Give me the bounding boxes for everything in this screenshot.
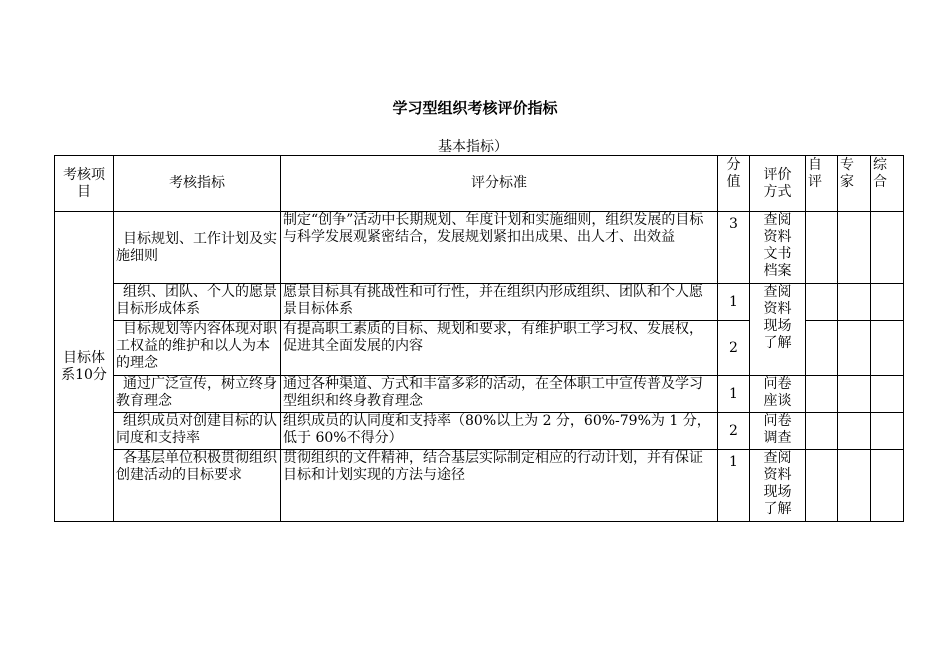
header-expert: 专家 — [838, 156, 871, 212]
self-score-cell — [806, 376, 838, 413]
evaluation-table — [54, 155, 904, 522]
header-indicator: 考核指标 — [114, 156, 281, 212]
expert-score-cell — [838, 321, 871, 376]
self-score-cell — [806, 321, 838, 376]
indicator-cell: 目标规划等内容体现对职工权益的维护和以人为本的理念 — [114, 321, 281, 376]
document-title: 学习型组织考核评价指标 — [392, 99, 558, 117]
score-cell: 2 — [718, 413, 750, 450]
table-row — [55, 450, 904, 522]
table-row — [55, 376, 904, 413]
overall-score-cell — [871, 413, 904, 450]
header-item: 考核项目 — [55, 156, 114, 212]
score-cell: 1 — [718, 450, 750, 522]
header-self: 自评 — [806, 156, 838, 212]
score-cell: 3 — [718, 212, 750, 284]
score-cell: 1 — [718, 376, 750, 413]
expert-score-cell — [838, 376, 871, 413]
overall-score-cell — [871, 284, 904, 321]
score-cell: 1 — [718, 284, 750, 321]
self-score-cell — [806, 212, 838, 284]
method-cell: 查阅资料文书档案 — [750, 212, 806, 284]
expert-score-cell — [838, 450, 871, 522]
score-cell: 2 — [718, 321, 750, 376]
expert-score-cell — [838, 413, 871, 450]
method-cell: 查阅资料现场了解 — [750, 450, 806, 522]
standard-cell: 贯彻组织的文件精神，结合基层实际制定相应的行动计划，并有保证目标和计划实现的方法与途径 — [281, 450, 718, 522]
table-row — [55, 413, 904, 450]
table-row — [55, 212, 904, 284]
overall-score-cell — [871, 212, 904, 284]
header-method: 评价方式 — [750, 156, 806, 212]
self-score-cell — [806, 284, 838, 321]
overall-score-cell — [871, 376, 904, 413]
standard-cell: 有提高职工素质的目标、规划和要求，有维护职工学习权、发展权，促进其全面发展的内容 — [281, 321, 718, 376]
standard-cell: 制定“创争”活动中长期规划、年度计划和实施细则，组织发展的目标与科学发展观紧密结合，发展规划紧扣出成果、出人才、出效益 — [281, 212, 718, 284]
standard-cell: 组织成员的认同度和支持率（80%以上为 2 分，60%-79%为 1 分，低于 60%不得分） — [281, 413, 718, 450]
method-cell: 问卷座谈 — [750, 376, 806, 413]
overall-score-cell — [871, 321, 904, 376]
table-row — [55, 284, 904, 321]
table-header-row — [55, 156, 904, 212]
header-standard: 评分标准 — [281, 156, 718, 212]
indicator-cell: 组织成员对创建目标的认同度和支持率 — [114, 413, 281, 450]
self-score-cell — [806, 450, 838, 522]
expert-score-cell — [838, 284, 871, 321]
header-score: 分值 — [718, 156, 750, 212]
header-overall: 综合 — [871, 156, 904, 212]
category-cell: 目标体系10分 — [55, 212, 114, 522]
method-cell: 查阅资料现场了解 — [750, 284, 806, 376]
overall-score-cell — [871, 450, 904, 522]
method-cell: 问卷调查 — [750, 413, 806, 450]
expert-score-cell — [838, 212, 871, 284]
indicator-cell: 通过广泛宣传，树立终身教育理念 — [114, 376, 281, 413]
document-subtitle: 基本指标） — [438, 139, 508, 155]
indicator-cell: 各基层单位积极贯彻组织创建活动的目标要求 — [114, 450, 281, 522]
self-score-cell — [806, 413, 838, 450]
standard-cell: 通过各种渠道、方式和丰富多彩的活动，在全体职工中宣传普及学习型组织和终身教育理念 — [281, 376, 718, 413]
standard-cell: 愿景目标具有挑战性和可行性，并在组织内形成组织、团队和个人愿景目标体系 — [281, 284, 718, 321]
indicator-cell: 组织、团队、个人的愿景目标形成体系 — [114, 284, 281, 321]
indicator-cell: 目标规划、工作计划及实施细则 — [114, 212, 281, 284]
